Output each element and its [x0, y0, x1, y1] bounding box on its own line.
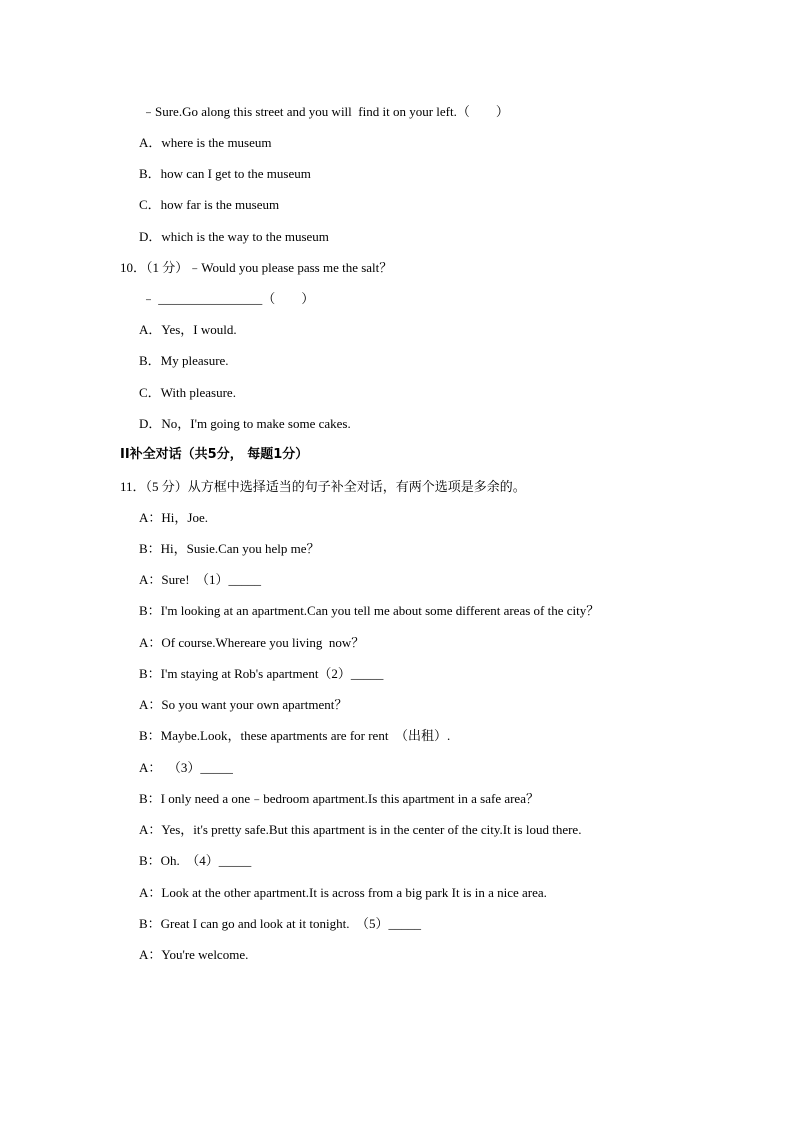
q9-option-b: B．how can I get to the museum	[139, 166, 311, 181]
dialogue-line: A：Sure! （1）_____	[139, 572, 262, 587]
section-title: II补全对话（共5分， 每题1分）	[120, 447, 309, 462]
q9-option-a: A．where is the museum	[139, 135, 272, 150]
dialogue-line: B：I only need a one﹣bedroom apartment.Is this apartment in a safe area？	[139, 791, 539, 806]
dialogue-line: A：You're welcome.	[139, 947, 249, 962]
q9-option-d: D．which is the way to the museum	[139, 229, 329, 244]
dialogue-line: B：I'm looking at an apartment.Can you tell me about some different areas of the city？	[139, 603, 600, 618]
dialogue-line: B：Great I can go and look at it tonight. （5）_____	[139, 916, 421, 931]
dialogue-line: B：Oh. （4）_____	[139, 853, 252, 868]
dialogue-line: A：Of course.Whereare you living now？	[139, 635, 365, 650]
dialogue-line: A：Hi，Joe.	[139, 510, 208, 525]
q10-option-a: A．Yes，I would.	[139, 322, 237, 337]
dialogue-line: A：Look at the other apartment.It is across from a big park It is in a nice area.	[139, 885, 547, 900]
q10-stem: 10．（1 分）﹣Would you please pass me the salt？	[120, 260, 393, 275]
dialogue-line: A： （3）_____	[139, 760, 233, 775]
q9-prompt-line: ﹣Sure.Go along this street and you will find it on your left.（ ）	[142, 104, 509, 119]
q10-option-b: B．My pleasure.	[139, 353, 229, 368]
dialogue-line: B：I'm staying at Rob's apartment（2）_____	[139, 666, 384, 681]
q10-option-c: C．With pleasure.	[139, 385, 236, 400]
q10-blank-line: ﹣ ________________（ ）	[142, 291, 315, 306]
dialogue-line: B：Maybe.Look，these apartments are for rent （出租）.	[139, 728, 451, 743]
dialogue-line: A：Yes，it's pretty safe.But this apartment is in the center of the city.It is loud there.	[139, 822, 582, 837]
q9-option-c: C．how far is the museum	[139, 197, 280, 212]
dialogue-line: B：Hi，Susie.Can you help me？	[139, 541, 320, 556]
q11-stem: 11．（5 分）从方框中选择适当的句子补全对话，有两个选项是多余的。	[120, 479, 526, 494]
dialogue-line: A：So you want your own apartment？	[139, 697, 348, 712]
q10-option-d: D．No，I'm going to make some cakes.	[139, 416, 351, 431]
